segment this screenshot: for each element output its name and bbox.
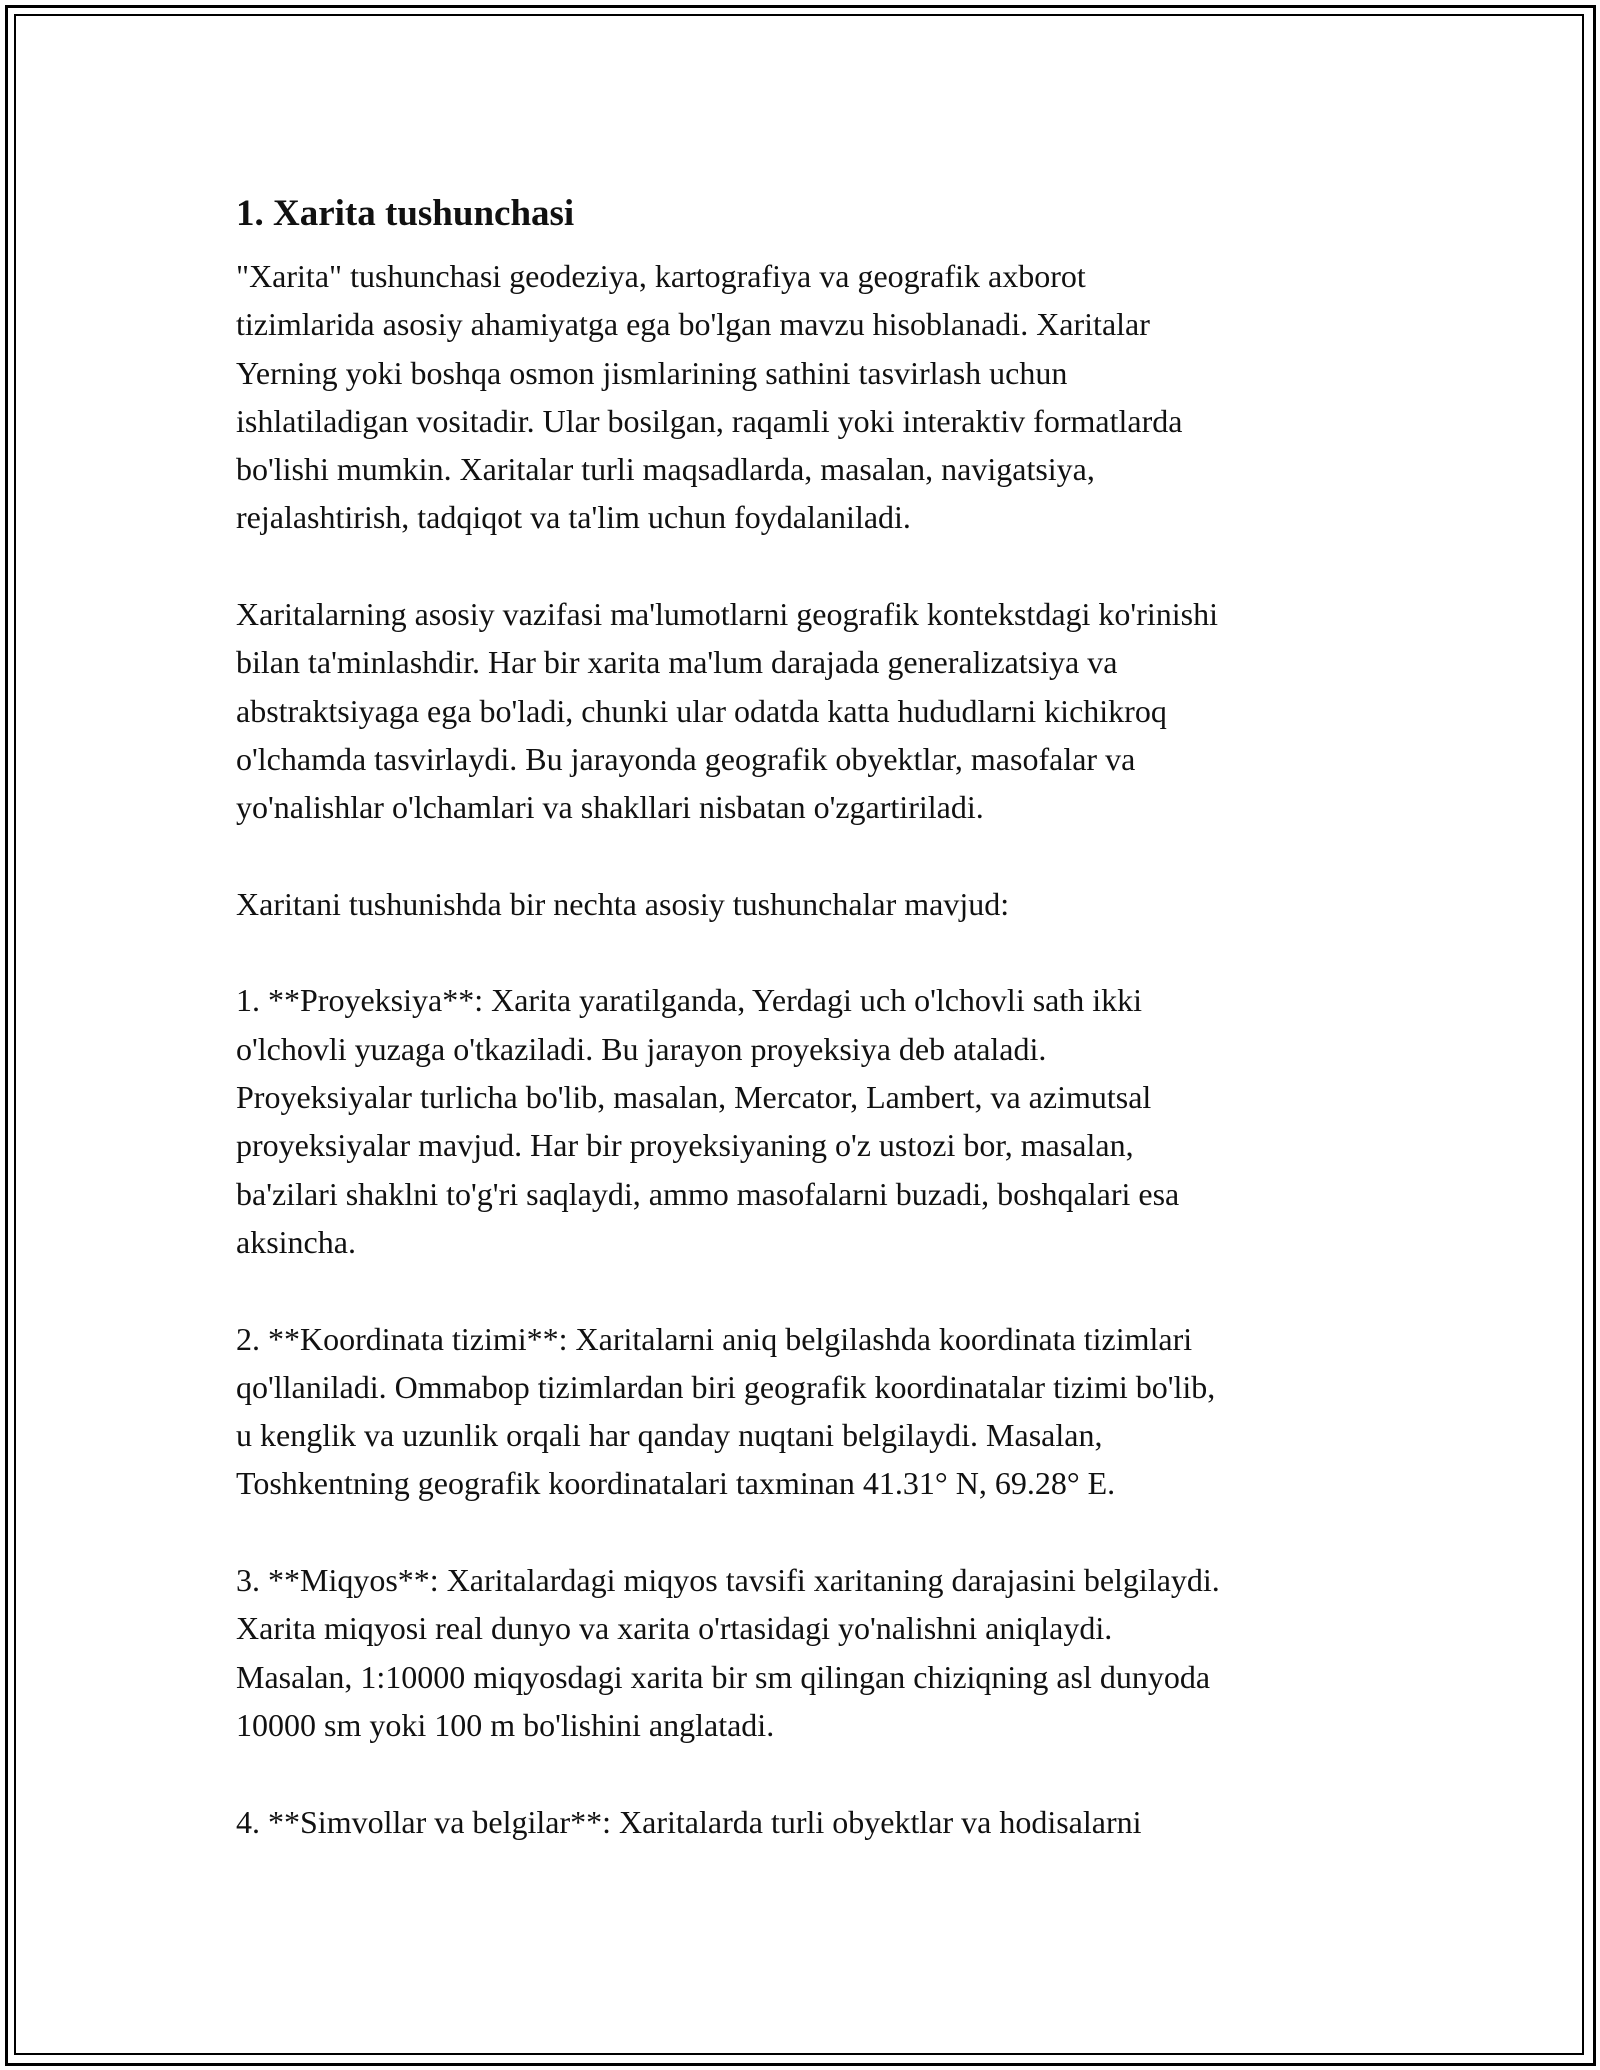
paragraph-line: Xaritalarning asosiy vazifasi ma'lumotlarni geografik kontekstdagi ko'rinishi (236, 596, 1218, 633)
list-item-symbols (236, 1798, 1376, 1846)
paragraph-line: aksincha. (236, 1223, 356, 1260)
paragraph-line: tizimlarida asosiy ahamiyatga ega bo'lgan mavzu hisoblanadi. Xaritalar (236, 306, 1150, 343)
paragraph-line: abstraktsiyaga ega bo'ladi, chunki ular odatda katta hududlarni kichikroq (236, 692, 1167, 729)
section-title: 1. Xarita tushunchasi (236, 193, 575, 234)
list-item-coordinate-system (236, 1315, 1376, 1508)
paragraph-line: ba'zilari shaklni to'g'ri saqlaydi, ammo masofalarni buzadi, boshqalari esa (236, 1175, 1180, 1212)
paragraph-line: 3. **Miqyos**: Xaritalardagi miqyos tavsifi xaritaning darajasini belgilaydi. (236, 1562, 1220, 1599)
document-body (236, 186, 1376, 1894)
paragraph-line: Yerning yoki boshqa osmon jismlarining sathini tasvirlash uchun (236, 354, 1068, 391)
paragraph-line: u kenglik va uzunlik orqali har qanday nuqtani belgilaydi. Masalan, (236, 1417, 1103, 1454)
paragraph-line: 4. **Simvollar va belgilar**: Xaritalarda turli obyektlar va hodisalarni (236, 1803, 1142, 1840)
paragraph-line: 10000 sm yoki 100 m bo'lishini anglatadi. (236, 1706, 775, 1743)
paragraph-line: Toshkentning geografik koordinatalari taxminan 41.31° N, 69.28° E. (236, 1465, 1116, 1502)
paragraph-line: qo'llaniladi. Ommabop tizimlardan biri geografik koordinatalar tizimi bo'lib, (236, 1368, 1216, 1405)
paragraph-line: 2. **Koordinata tizimi**: Xaritalarni aniq belgilashda koordinata tizimlari (236, 1320, 1193, 1357)
paragraph-line: Xaritani tushunishda bir nechta asosiy tushunchalar mavjud: (236, 885, 1010, 922)
paragraph-line: ishlatiladigan vositadir. Ular bosilgan, raqamli yoki interaktiv formatlarda (236, 402, 1183, 439)
paragraph-line: "Xarita" tushunchasi geodeziya, kartografiya va geografik axborot (236, 258, 1086, 294)
paragraph-line: rejalashtirish, tadqiqot va ta'lim uchun foydalaniladi. (236, 499, 911, 536)
list-item-scale (236, 1556, 1376, 1749)
paragraph-line: Proyeksiyalar turlicha bo'lib, masalan, Mercator, Lambert, va azimutsal (236, 1079, 1152, 1116)
paragraph-line: Xarita miqyosi real dunyo va xarita o'rtasidagi yo'nalishni aniqlaydi. (236, 1610, 1113, 1647)
paragraph-concepts-intro (236, 880, 1376, 928)
paragraph-line: o'lchamda tasvirlaydi. Bu jarayonda geografik obyektlar, masofalar va (236, 740, 1136, 777)
paragraph-line: proyeksiyalar mavjud. Har bir proyeksiyaning o'z ustozi bor, masalan, (236, 1127, 1134, 1164)
paragraph-line: bilan ta'minlashdir. Har bir xarita ma'lum darajada generalizatsiya va (236, 644, 1118, 681)
paragraph-line: o'lchovli yuzaga o'tkaziladi. Bu jarayon proyeksiya deb ataladi. (236, 1030, 1047, 1067)
paragraph-line: 1. **Proyeksiya**: Xarita yaratilganda, Yerdagi uch o'lchovli sath ikki (236, 982, 1143, 1019)
paragraph-purpose (236, 590, 1376, 831)
list-item-projection (236, 976, 1376, 1266)
paragraph-line: bo'lishi mumkin. Xaritalar turli maqsadlarda, masalan, navigatsiya, (236, 451, 1095, 488)
paragraph-line: Masalan, 1:10000 miqyosdagi xarita bir sm qilingan chiziqning asl dunyoda (236, 1658, 1211, 1695)
paragraph-intro (236, 252, 1376, 542)
paragraph-line: yo'nalishlar o'lchamlari va shakllari nisbatan o'zgartiriladi. (236, 789, 984, 826)
